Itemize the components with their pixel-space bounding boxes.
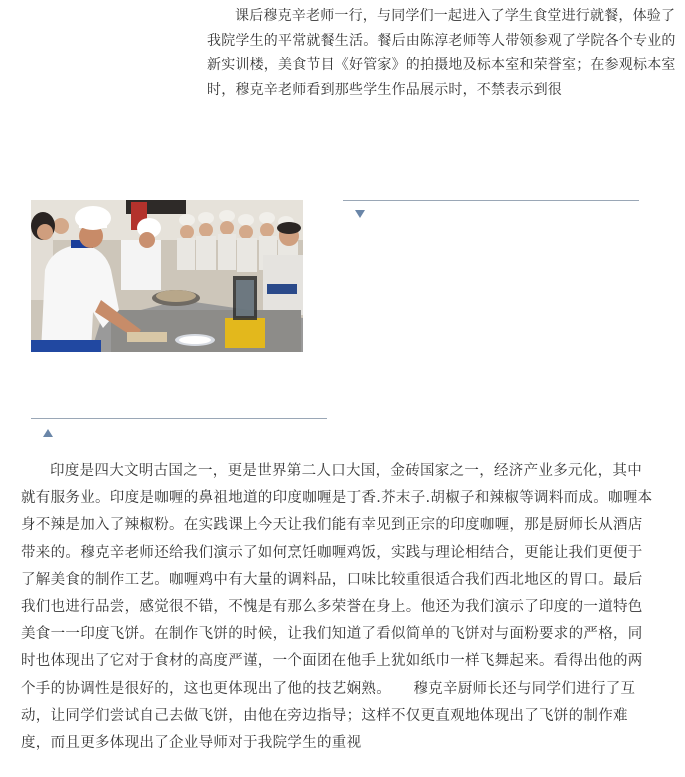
kitchen-demonstration-photo: [31, 200, 303, 352]
intro-paragraph: 课后穆克辛老师一行，与同学们一起进入了学生食堂进行就餐，体验了我院学生的平常就餐生活。餐后由陈淳老师等人带领参观了学院各个专业的新实训楼，美食节目《好管家》的拍摄地及标本室和荣誉室；在参观标本室时，穆克辛老师看到那些学生作品展示时，不禁表示到很: [207, 8, 676, 98]
divider-upper: [343, 200, 639, 201]
divider-lower: [31, 418, 327, 419]
triangle-down-icon: [355, 210, 365, 218]
body-paragraph: 印度是四大文明古国之一，更是世界第二人口大国，金砖国家之一，经济产业多元化，其中就有服务业。印度是咖喱的鼻祖地道的印度咖喱是丁香.芥末子.胡椒子和辣椒等调料而成。咖喱本身不辣是加入了辣椒粉。在实践课上今天让我们能有幸见到正宗的印度咖喱，那是厨师长从酒店带来的。穆克辛老师还给我们演示了如何烹饪咖喱鸡饭，实践与理论相结合，更能让我们更便于了解美食的制作工艺。咖喱鸡中有大量的调料品，口味比较重很适合我们西北地区的胃口。最后我们也进行品尝，感觉很不错，不愧是有那么多荣誉在身上。他还为我们演示了印度的一道特色美食一一印度飞饼。在制作飞饼的时候，让我们知道了看似简单的飞饼对与面粉要求的严格，同时也体现出了它对于食材的高度严谨，一个面团在他手上犹如纸巾一样飞舞起来。看得出他的两个手的协调性是很好的，这也更体现出了他的技艺娴熟。 穆克辛厨师长还与同学们进行了互动，让同学们尝试自己去做飞饼，由他在旁边指导；这样不仅更直观地体现出了飞饼的制作难度，而且更多体现出了企业导师对于我院学生的重视: [21, 463, 653, 752]
triangle-up-icon: [43, 429, 53, 437]
